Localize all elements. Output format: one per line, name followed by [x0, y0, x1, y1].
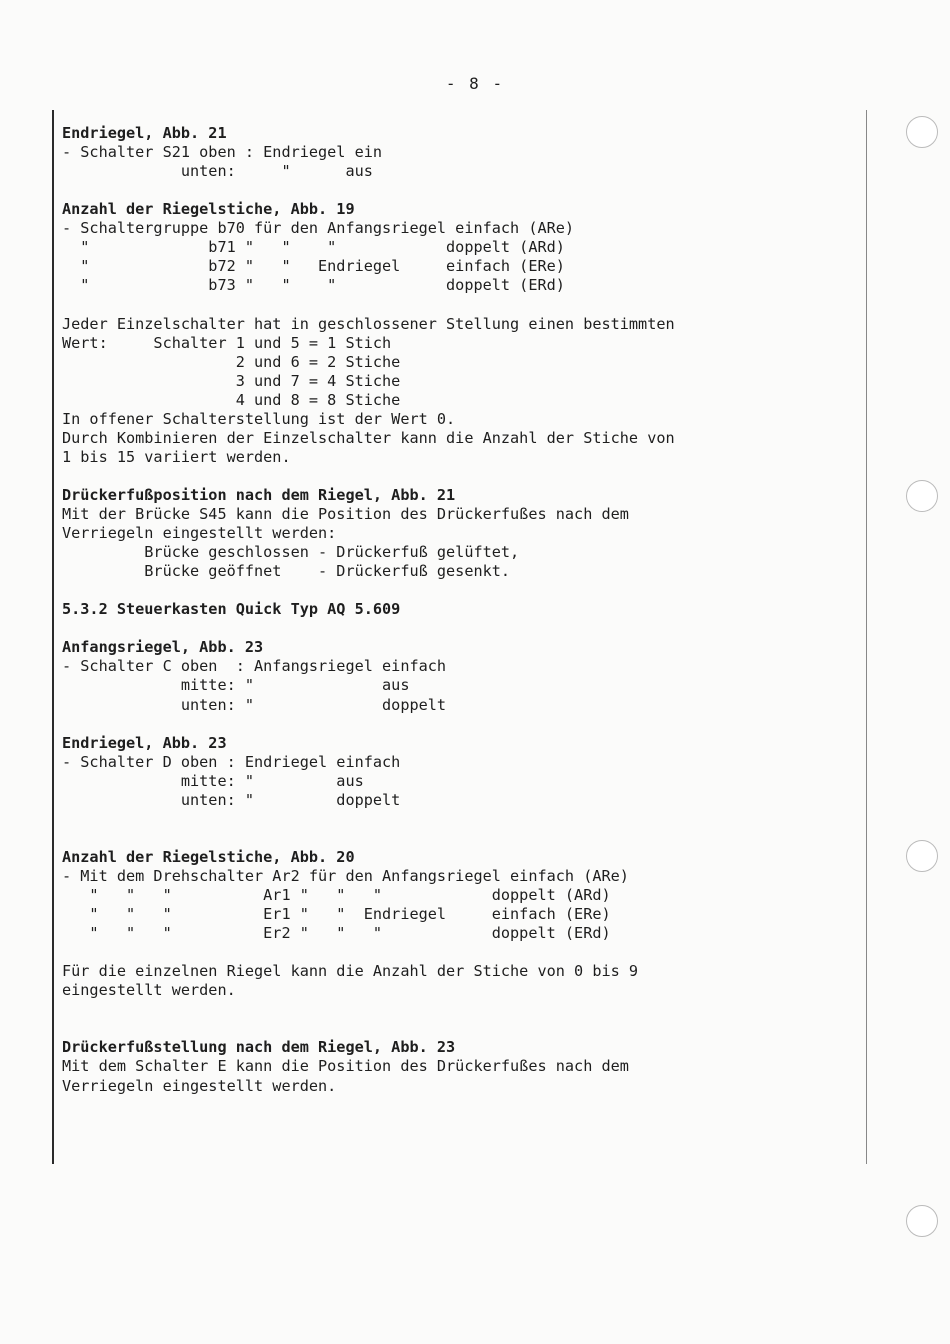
text-line: - Schalter S21 oben : Endriegel ein: [62, 143, 383, 162]
section-heading: Drückerfußstellung nach dem Riegel, Abb. 23: [62, 1038, 456, 1057]
text-line: " " " Ar1 " " " doppelt (ARd): [62, 886, 611, 904]
text-line: - Schaltergruppe b70 für den Anfangsriegel einfach (ARe): [62, 219, 575, 238]
text-line: " b72 " " Endriegel einfach (ERe): [62, 257, 565, 276]
page-number: - 8 -: [445, 74, 505, 93]
text-line: eingestellt werden.: [62, 981, 236, 1000]
section-heading: Anzahl der Riegelstiche, Abb. 20: [62, 847, 355, 866]
text-line: - Schalter D oben : Endriegel einfach: [62, 752, 401, 771]
text-line: 1 bis 15 variiert werden.: [62, 447, 291, 466]
text-line: Für die einzelnen Riegel kann die Anzahl der Stiche von 0 bis 9: [62, 962, 639, 981]
text-line: Verriegeln eingestellt werden:: [62, 524, 337, 543]
section-heading: Endriegel, Abb. 23: [62, 733, 227, 752]
text-line: In offener Schalterstellung ist der Wert 0.: [62, 409, 456, 428]
text-line: Mit der Brücke S45 kann die Position des Drückerfußes nach dem: [62, 505, 629, 523]
punch-hole: [906, 116, 938, 148]
text-line: " " " Er2 " " " doppelt (ERd): [62, 924, 611, 943]
text-line: - Schalter C oben : Anfangsriegel einfach: [62, 657, 447, 676]
text-line: Mit dem Schalter E kann die Position des Drückerfußes nach dem: [62, 1057, 629, 1076]
section-heading: Anfangsriegel, Abb. 23: [62, 638, 264, 657]
text-line: unten: " aus: [62, 162, 373, 181]
text-line: 4 und 8 = 8 Stiche: [62, 390, 401, 409]
text-line: Brücke geöffnet - Drückerfuß gesenkt.: [62, 562, 511, 581]
text-line: " b71 " " " doppelt (ARd): [62, 238, 565, 257]
text-line: 3 und 7 = 4 Stiche: [62, 371, 401, 390]
punch-hole: [906, 480, 938, 512]
text-line: unten: " doppelt: [62, 790, 401, 809]
text-line: - Mit dem Drehschalter Ar2 für den Anfangsriegel einfach (ARe): [62, 866, 629, 885]
text-line: mitte: " aus: [62, 771, 364, 790]
section-heading: Anzahl der Riegelstiche, Abb. 19: [62, 200, 355, 219]
text-line: Durch Kombinieren der Einzelschalter kann die Anzahl der Stiche von: [62, 428, 675, 447]
text-line: " b73 " " " doppelt (ERd): [62, 276, 565, 295]
punch-hole: [906, 840, 938, 872]
text-line: Brücke geschlossen - Drückerfuß gelüftet,: [62, 543, 520, 562]
section-heading: Drückerfußposition nach dem Riegel, Abb. 21: [62, 485, 456, 504]
text-line: 2 und 6 = 2 Stiche: [62, 352, 401, 371]
section-heading: Endriegel, Abb. 21: [62, 124, 227, 142]
text-line: unten: " doppelt: [62, 695, 447, 714]
text-line: Verriegeln eingestellt werden.: [62, 1076, 337, 1095]
text-line: Wert: Schalter 1 und 5 = 1 Stich: [62, 333, 392, 352]
punch-hole: [906, 1205, 938, 1237]
section-heading: 5.3.2 Steuerkasten Quick Typ AQ 5.609: [62, 600, 401, 619]
text-line: " " " Er1 " " Endriegel einfach (ERe): [62, 905, 611, 924]
text-line: Jeder Einzelschalter hat in geschlossener Stellung einen bestimmten: [62, 314, 675, 333]
text-line: mitte: " aus: [62, 676, 410, 695]
